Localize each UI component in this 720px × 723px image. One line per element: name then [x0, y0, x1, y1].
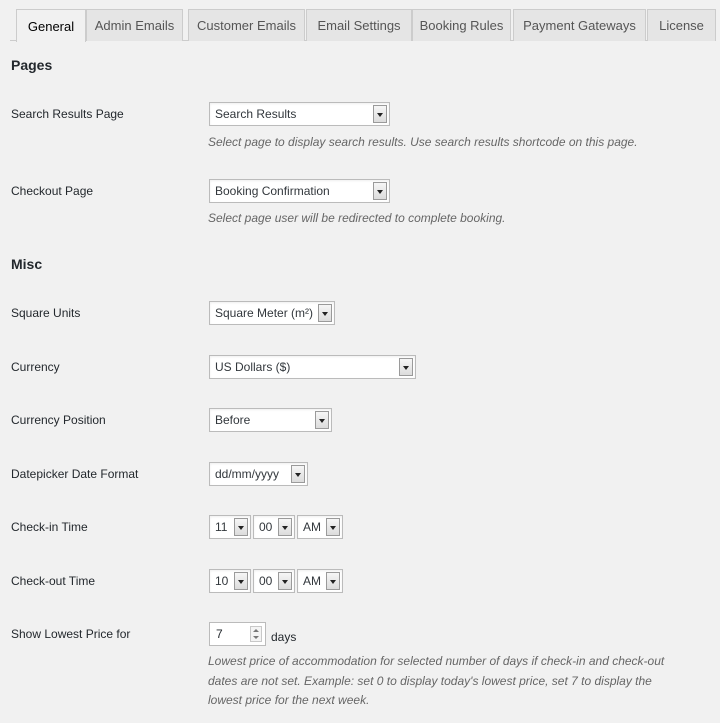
date-format-label: Datepicker Date Format [11, 467, 139, 481]
chevron-down-icon [326, 572, 340, 590]
chevron-down-icon [315, 411, 329, 429]
chevron-down-icon [318, 304, 332, 322]
square-units-value: Square Meter (m²) [215, 306, 314, 320]
chevron-down-icon [373, 105, 387, 123]
lowest-price-days-input[interactable] [209, 622, 266, 646]
tab-email-settings[interactable]: Email Settings [306, 9, 412, 41]
checkout-page-value: Booking Confirmation [215, 184, 330, 198]
check-in-minute-value: 00 [259, 520, 273, 534]
check-in-period-value: AM [303, 520, 321, 534]
chevron-down-icon [373, 182, 387, 200]
lowest-price-description-line3: lowest price for the next week. [208, 693, 370, 707]
search-results-page-value: Search Results [215, 107, 297, 121]
lowest-price-unit: days [271, 630, 297, 644]
search-results-page-select[interactable] [209, 102, 390, 126]
chevron-down-icon [278, 518, 292, 536]
misc-section-title: Misc [11, 256, 43, 272]
tab-general[interactable]: General [16, 9, 86, 42]
lowest-price-days-value: 7 [216, 627, 223, 641]
tab-admin-emails[interactable]: Admin Emails [86, 9, 183, 41]
spinner-icon[interactable] [250, 626, 262, 642]
search-results-page-description: Select page to display search results. Use search results shortcode on this page. [208, 135, 638, 149]
check-out-minute-value: 00 [259, 574, 273, 588]
lowest-price-label: Show Lowest Price for [11, 627, 131, 641]
checkout-page-select[interactable] [209, 179, 390, 203]
check-out-minute-select[interactable] [253, 569, 295, 593]
tab-payment-gateways[interactable]: Payment Gateways [513, 9, 646, 41]
checkout-page-description: Select page user will be redirected to complete booking. [208, 211, 506, 225]
check-in-time-label: Check-in Time [11, 520, 88, 534]
check-out-hour-select[interactable] [209, 569, 251, 593]
tab-customer-emails[interactable]: Customer Emails [188, 9, 305, 41]
checkout-page-label: Checkout Page [11, 184, 94, 198]
check-in-period-select[interactable] [297, 515, 343, 539]
check-out-period-value: AM [303, 574, 321, 588]
pages-section-title: Pages [11, 57, 53, 73]
chevron-down-icon [278, 572, 292, 590]
currency-select[interactable] [209, 355, 416, 379]
lowest-price-description-line1: Lowest price of accommodation for selected number of days if check-in and check-out [208, 654, 665, 668]
chevron-down-icon [399, 358, 413, 376]
chevron-down-icon [291, 465, 305, 483]
square-units-label: Square Units [11, 306, 81, 320]
currency-position-label: Currency Position [11, 413, 106, 427]
chevron-down-icon [326, 518, 340, 536]
chevron-down-icon [234, 518, 248, 536]
search-results-page-label: Search Results Page [11, 107, 124, 121]
currency-position-select[interactable] [209, 408, 332, 432]
currency-position-value: Before [215, 413, 251, 427]
currency-label: Currency [11, 360, 60, 374]
check-in-hour-value: 11 [215, 520, 228, 534]
check-in-minute-select[interactable] [253, 515, 295, 539]
tab-license[interactable]: License [647, 9, 716, 41]
check-in-hour-select[interactable] [209, 515, 251, 539]
date-format-select[interactable] [209, 462, 308, 486]
settings-tabs [10, 9, 716, 41]
chevron-down-icon [234, 572, 248, 590]
tab-booking-rules[interactable]: Booking Rules [412, 9, 511, 41]
date-format-value: dd/mm/yyyy [215, 467, 280, 481]
check-out-period-select[interactable] [297, 569, 343, 593]
currency-value: US Dollars ($) [215, 360, 291, 374]
lowest-price-description-line2: dates are not set. Example: set 0 to display today's lowest price, set 7 to display the [208, 674, 652, 688]
square-units-select[interactable] [209, 301, 335, 325]
check-out-hour-value: 10 [215, 574, 229, 588]
check-out-time-label: Check-out Time [11, 574, 96, 588]
